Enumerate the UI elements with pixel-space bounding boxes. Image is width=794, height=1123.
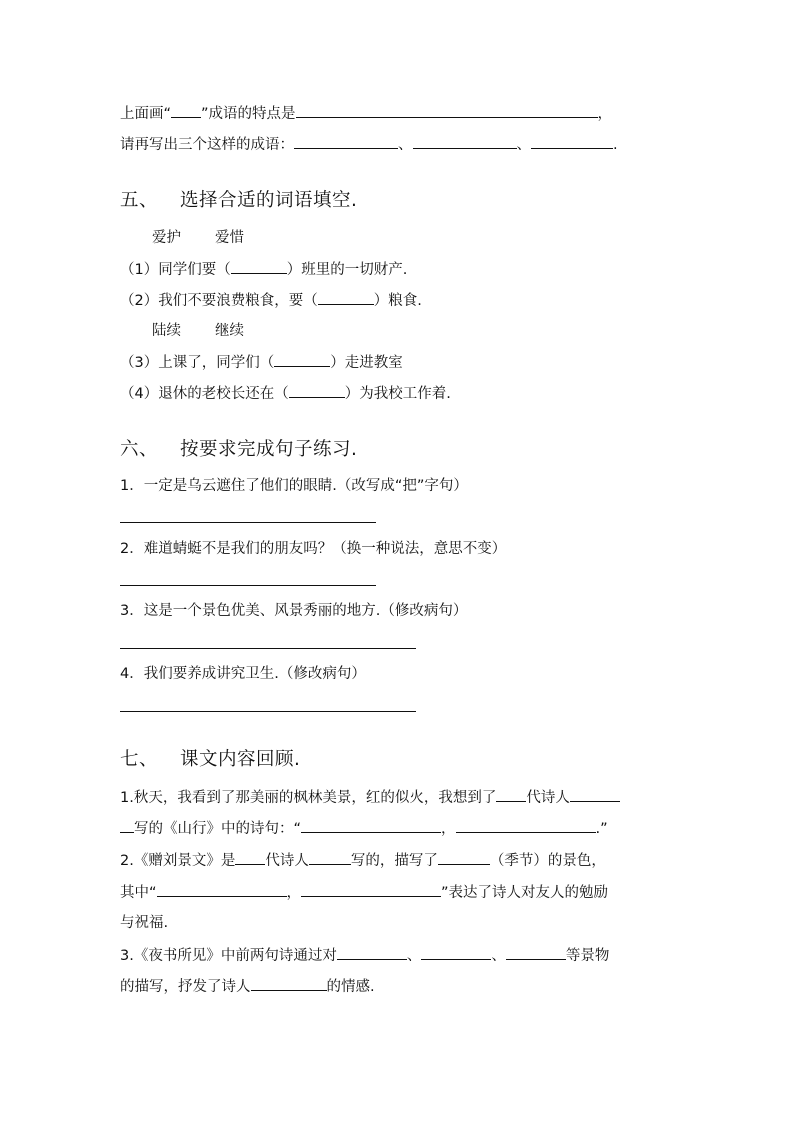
poem-line-blank-3[interactable] (157, 882, 287, 897)
review-q1-line2: 写的《山行》中的诗句：“ ， .” (120, 818, 608, 839)
answer-line-1[interactable] (120, 522, 376, 523)
review-q2-line3: 与祝福. (120, 915, 169, 931)
sentence-task-4: 4．我们要养成讲究卫生.（修改病句） (120, 666, 366, 682)
sentence-task-2: 2．难道蜻蜓不是我们的朋友吗？（换一种说法，意思不变） (120, 541, 507, 557)
fill-question-3: （3）上课了，同学们（ ）走进教室 (120, 352, 403, 373)
word-choices-1: 爱护 爱惜 (152, 230, 244, 246)
poem-line-blank-1[interactable] (301, 818, 441, 833)
sentence-task-3: 3．这是一个景色优美、风景秀丽的地方.（修改病句） (120, 603, 468, 619)
idiom-blank[interactable] (171, 103, 201, 118)
fill-blank-1[interactable] (231, 259, 287, 274)
sentence-task-1: 1．一定是乌云遮住了他们的眼睛.（改写成“把”字句） (120, 478, 468, 494)
section-5-heading: 五、 选择合适的词语填空. (120, 190, 358, 211)
fill-question-4: （4）退休的老校长还在（ ）为我校工作着. (120, 383, 451, 404)
dynasty-blank-1[interactable] (496, 787, 526, 802)
review-q3-line2: 的描写，抒发了诗人 的情感. (120, 976, 375, 997)
fill-blank-3[interactable] (274, 352, 330, 367)
answer-line-3[interactable] (120, 648, 416, 649)
poem-line-blank-4[interactable] (301, 882, 441, 897)
idiom-example-blank-1[interactable] (294, 134, 398, 149)
review-q1-line1: 1.秋天，我看到了那美丽的枫林美景，红的似火，我想到了 代诗人 (120, 787, 620, 808)
section-6-heading: 六、 按要求完成句子练习. (120, 439, 358, 460)
emotion-blank[interactable] (251, 976, 327, 991)
season-blank[interactable] (438, 850, 490, 865)
scenery-blank-2[interactable] (421, 945, 491, 960)
idiom-feature-line: 上面画“ ”成语的特点是 ， (120, 103, 612, 124)
dynasty-blank-2[interactable] (235, 850, 265, 865)
section-7-heading: 七、 课文内容回顾. (120, 749, 301, 770)
review-q2-line2: 其中“ ， ”表达了诗人对友人的勉励 (120, 882, 608, 903)
idiom-example-blank-2[interactable] (413, 134, 517, 149)
idiom-examples-line: 请再写出三个这样的成语： 、 、 . (120, 134, 618, 155)
review-q2-line1: 2.《赠刘景文》是 代诗人 写的，描写了 （季节）的景色， (120, 850, 606, 871)
idiom-example-blank-3[interactable] (531, 134, 613, 149)
word-choices-2: 陆续 继续 (152, 323, 244, 339)
poet-blank-2[interactable] (309, 850, 351, 865)
review-q3-line1: 3.《夜书所见》中前两句诗通过对 、 、 等景物 (120, 945, 609, 966)
poet-blank-1a[interactable] (570, 787, 620, 802)
answer-line-2[interactable] (120, 585, 376, 586)
poem-line-blank-2[interactable] (456, 818, 596, 833)
fill-question-1: （1）同学们要（ ）班里的一切财产. (120, 259, 407, 280)
poet-blank-1b[interactable] (120, 818, 134, 833)
fill-blank-2[interactable] (318, 290, 374, 305)
idiom-feature-blank[interactable] (296, 103, 598, 118)
fill-blank-4[interactable] (289, 383, 345, 398)
fill-question-2: （2）我们不要浪费粮食，要（ ）粮食. (120, 290, 422, 311)
scenery-blank-1[interactable] (337, 945, 407, 960)
answer-line-4[interactable] (120, 711, 416, 712)
scenery-blank-3[interactable] (506, 945, 566, 960)
